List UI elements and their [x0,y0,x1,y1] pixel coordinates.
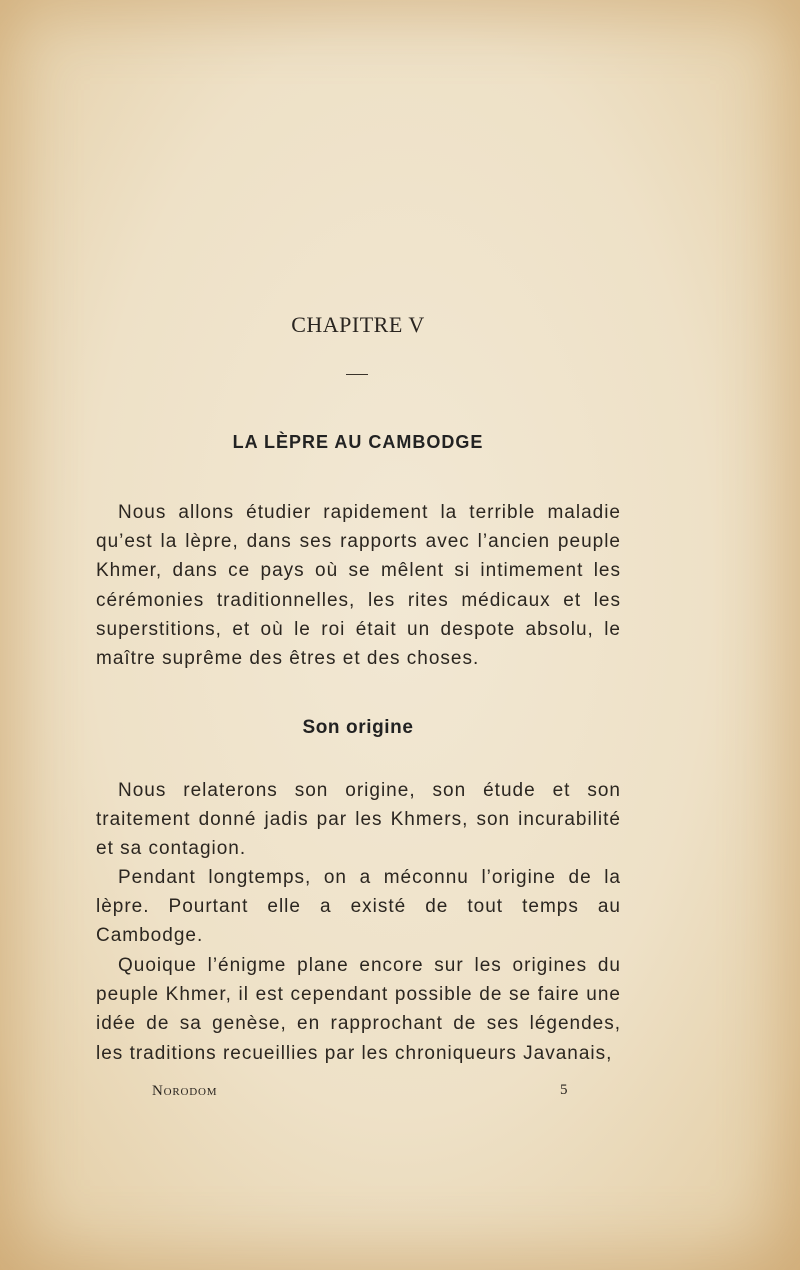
section-paragraph [96,951,621,1068]
section-paragraph-text: Pendant longtemps, on a méconnu l’origine de la lèpre. Pourtant elle a existé de tout temps au Cambodge. [96,867,621,947]
section-paragraph-text: Nous relaterons son origine, son étude et son traitement donné jadis par les Khmers, son incurabilité et sa contagion. [96,780,621,860]
title-divider [346,374,368,375]
section-paragraph [96,776,621,864]
intro-paragraph-text: Nous allons étudier rapidement la terrible maladie qu’est la lèpre, dans ses rapports avec l’ancien peuple Khmer, dans ce pays où se mêlent si intimement les cérémonies traditionnelles, les rites médicaux et les superstitions, et où le roi était un despote absolu, le maître suprême des êtres et des choses. [96,502,621,670]
intro-paragraph [96,498,621,673]
page-number: 5 [560,1082,568,1098]
section-heading: Son origine [302,717,414,738]
section-paragraph-text: Quoique l’énigme plane encore sur les origines du peuple Khmer, il est cependant possible de se faire une idée de sa genèse, en rapprochant de ses légendes, les traditions recueillies par les chroniqueurs Javanais, [96,955,621,1064]
chapter-number: CHAPITRE V [291,312,425,337]
chapter-title: LA LÈPRE AU CAMBODGE [232,432,484,452]
section-paragraph [96,863,621,951]
footer-signature: Norodom [152,1083,218,1099]
